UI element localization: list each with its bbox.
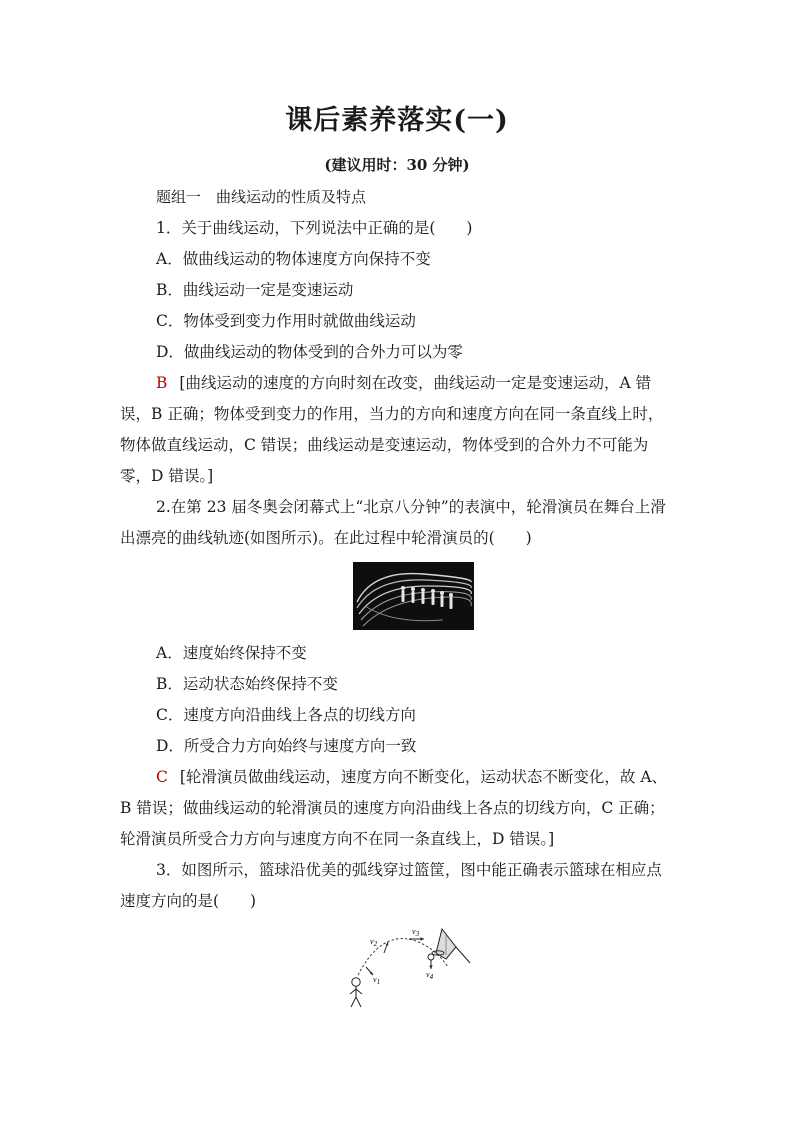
q1-option-d: D．做曲线运动的物体受到的合外力可以为零 bbox=[156, 343, 463, 361]
label-v1: v1 bbox=[373, 975, 381, 986]
q1-option-a: A．做曲线运动的物体速度方向保持不变 bbox=[156, 250, 431, 268]
q2-option-b: B．运动状态始终保持不变 bbox=[156, 675, 338, 693]
q2-figure-container bbox=[120, 554, 676, 638]
q1-stem: 1．关于曲线运动，下列说法中正确的是( ) bbox=[156, 219, 473, 237]
q1-solution bbox=[120, 368, 676, 492]
q2-option-d: D．所受合力方向始终与速度方向一致 bbox=[156, 737, 417, 755]
label-v4: v4 bbox=[426, 970, 434, 981]
suggested-time: (建议用时：30 分钟) bbox=[324, 156, 470, 174]
q3-figure-container bbox=[120, 917, 676, 1045]
q2-answer: C bbox=[156, 768, 168, 786]
basketball-trajectory-diagram bbox=[346, 925, 476, 1021]
q2-stem: 2.在第 23 届冬奥会闭幕式上“北京八分钟”的表演中，轮滑演员在舞台上滑出漂亮的曲线轨迹(如图所示)。在此过程中轮滑演员的( ) bbox=[120, 498, 666, 547]
q1-option-c: C．物体受到变力作用时就做曲线运动 bbox=[156, 312, 416, 330]
q3-stem: 3．如图所示，篮球沿优美的弧线穿过篮筐，图中能正确表示篮球在相应点速度方向的是( ) bbox=[120, 861, 662, 910]
q1-answer: B bbox=[156, 374, 168, 392]
q1-option-b: B．曲线运动一定是变速运动 bbox=[156, 281, 354, 299]
q2-solution bbox=[120, 762, 676, 855]
skating-performance-image bbox=[353, 562, 474, 630]
content-body bbox=[120, 182, 676, 1045]
q2-option-c: C．速度方向沿曲线上各点的切线方向 bbox=[156, 706, 416, 724]
q2-explanation: [轮滑演员做曲线运动，速度方向不断变化，运动状态不断变化，故 A、B 错误；做曲线运动的轮滑演员的速度方向沿曲线上各点的切线方向，C 正确；轮滑演员所受合力方向与速度方向不在同一条直线上，D 错误。] bbox=[120, 768, 668, 848]
group-heading: 题组一 曲线运动的性质及特点 bbox=[156, 188, 367, 206]
label-v2: v2 bbox=[370, 937, 378, 948]
q1-explanation: [曲线运动的速度的方向时刻在改变，曲线运动一定是变速运动，A 错误，B 正确；物体受到变力的作用，当力的方向和速度方向在同一条直线上时，物体做直线运动，C 错误；曲线运动是变速运动，物体受到的合外力不可能为零，D 错误。] bbox=[120, 374, 664, 485]
label-v3: v3 bbox=[412, 927, 420, 938]
page-title: 课后素养落实(一) bbox=[285, 105, 509, 136]
q2-option-a: A．速度始终保持不变 bbox=[156, 644, 307, 662]
